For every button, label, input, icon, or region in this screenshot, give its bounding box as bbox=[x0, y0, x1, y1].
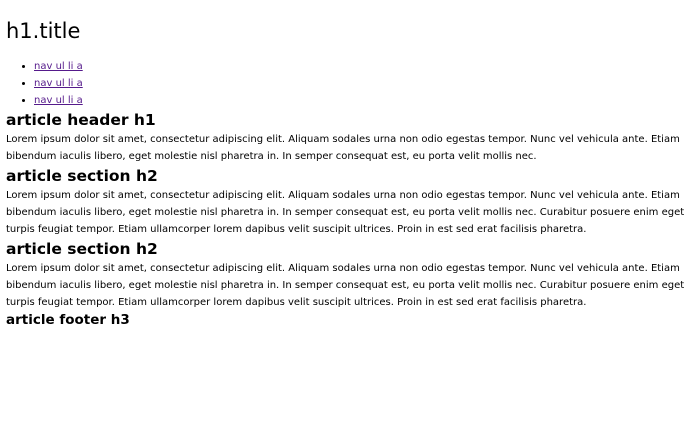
article-footer-heading: article footer h3 bbox=[6, 312, 130, 328]
article-section-1 bbox=[6, 165, 694, 238]
article-header-heading: article header h1 bbox=[6, 111, 156, 129]
page-title: h1.title bbox=[6, 19, 81, 43]
article bbox=[6, 109, 694, 329]
article-section-2 bbox=[6, 238, 694, 311]
nav-list bbox=[6, 58, 694, 109]
article-section-heading: article section h2 bbox=[6, 240, 158, 258]
article-section-paragraph: Lorem ipsum dolor sit amet, consectetur adipiscing elit. Aliquam sodales urna non odio egestas tempor. Nunc vel vehicula ante. Etiam bibendum iaculis libero, eget molestie nisl pharetra in. In semper consequat est, eu porta velit mollis nec. Curabitur posuere enim eget turpis feugiat tempor. Etiam ullamcorper lorem dapibus velit suscipit ultrices. Proin in est sed erat facilisis pharetra. bbox=[6, 190, 685, 235]
article-header-paragraph: Lorem ipsum dolor sit amet, consectetur adipiscing elit. Aliquam sodales urna non odio egestas tempor. Nunc vel vehicula ante. Etiam bibendum iaculis libero, eget molestie nisl pharetra in. In semper consequat est, eu porta velit mollis nec. bbox=[6, 134, 680, 162]
nav-list-item bbox=[34, 92, 694, 109]
nav-link-2[interactable]: nav ul li a bbox=[34, 78, 83, 89]
nav bbox=[6, 58, 694, 109]
nav-list-item bbox=[34, 58, 694, 75]
nav-link-1[interactable]: nav ul li a bbox=[34, 61, 83, 72]
nav-list-item bbox=[34, 75, 694, 92]
nav-link-3[interactable]: nav ul li a bbox=[34, 95, 83, 106]
article-footer bbox=[6, 311, 694, 329]
article-section-paragraph: Lorem ipsum dolor sit amet, consectetur adipiscing elit. Aliquam sodales urna non odio egestas tempor. Nunc vel vehicula ante. Etiam bibendum iaculis libero, eget molestie nisl pharetra in. In semper consequat est, eu porta velit mollis nec. Curabitur posuere enim eget turpis feugiat tempor. Etiam ullamcorper lorem dapibus velit suscipit ultrices. Proin in est sed erat facilisis pharetra. bbox=[6, 263, 685, 308]
article-header bbox=[6, 109, 694, 165]
article-section-heading: article section h2 bbox=[6, 167, 158, 185]
